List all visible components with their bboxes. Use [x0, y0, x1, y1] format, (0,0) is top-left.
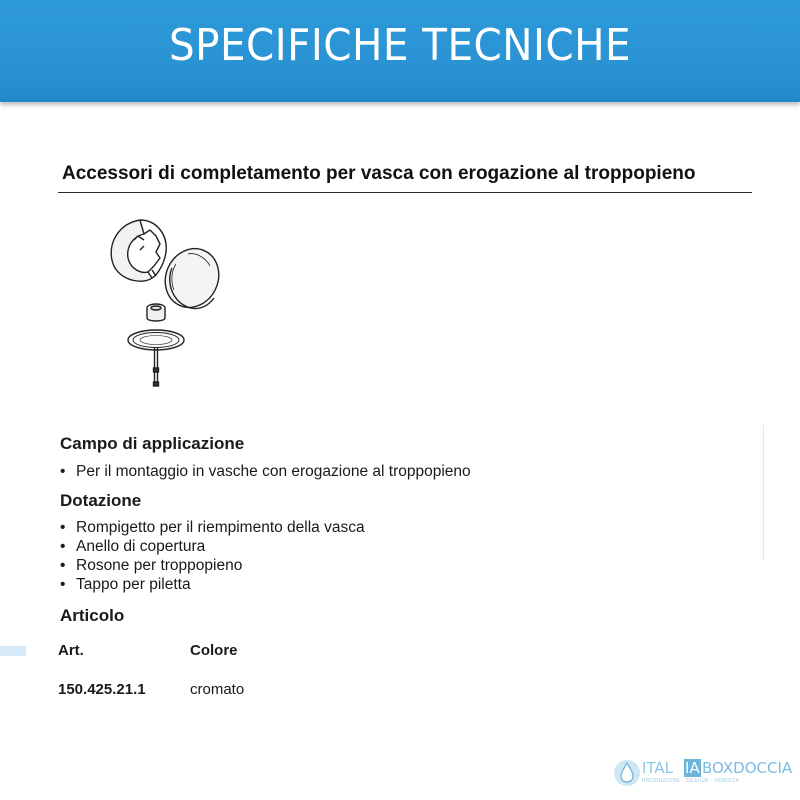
list-item: • Tappo per piletta	[60, 576, 191, 593]
bullet-icon: •	[60, 538, 66, 555]
column-header-colore: Colore	[190, 642, 238, 659]
column-header-art: Art.	[58, 642, 84, 659]
logo-part-ia: IA	[685, 759, 700, 777]
bullet-icon: •	[60, 557, 66, 574]
articolo-heading: Articolo	[60, 606, 125, 625]
campo-heading: Campo di applicazione	[60, 434, 245, 453]
title-divider	[58, 192, 752, 193]
dotazione-heading: Dotazione	[60, 491, 142, 510]
water-drop-icon	[612, 758, 642, 788]
dotazione-list	[60, 518, 365, 594]
list-item: • Rosone per troppopieno	[60, 557, 243, 574]
list-item: • Per il montaggio in vasche con erogazione al troppopieno	[60, 463, 471, 480]
bullet-icon: •	[60, 519, 66, 536]
page-title: SPECIFICHE TECNICHE	[168, 20, 632, 71]
bullet-icon: •	[60, 463, 66, 480]
brand-logo	[612, 755, 792, 791]
logo-part-ital: ITAL	[642, 759, 674, 777]
drain-plug	[128, 330, 184, 350]
product-title: Accessori di completamento per vasca con erogazione al troppopieno	[62, 163, 696, 184]
campo-list	[60, 462, 471, 481]
header-banner	[0, 0, 800, 102]
logo-tagline: PRODUZIONE · DESIGN · VENDITA	[642, 778, 740, 784]
cover-ring	[111, 220, 152, 281]
list-item: • Rompigetto per il riempimento della vasca	[60, 519, 365, 536]
list-item: • Anello di copertura	[60, 538, 206, 555]
bullet-icon: •	[60, 576, 66, 593]
edge-line	[763, 425, 764, 560]
logo-part-boxdoccia: BOXDOCCIA	[702, 759, 793, 777]
edge-mark	[0, 646, 26, 656]
product-illustration	[100, 210, 240, 395]
article-code: 150.425.21.1	[58, 681, 146, 698]
article-color: cromato	[190, 681, 245, 698]
